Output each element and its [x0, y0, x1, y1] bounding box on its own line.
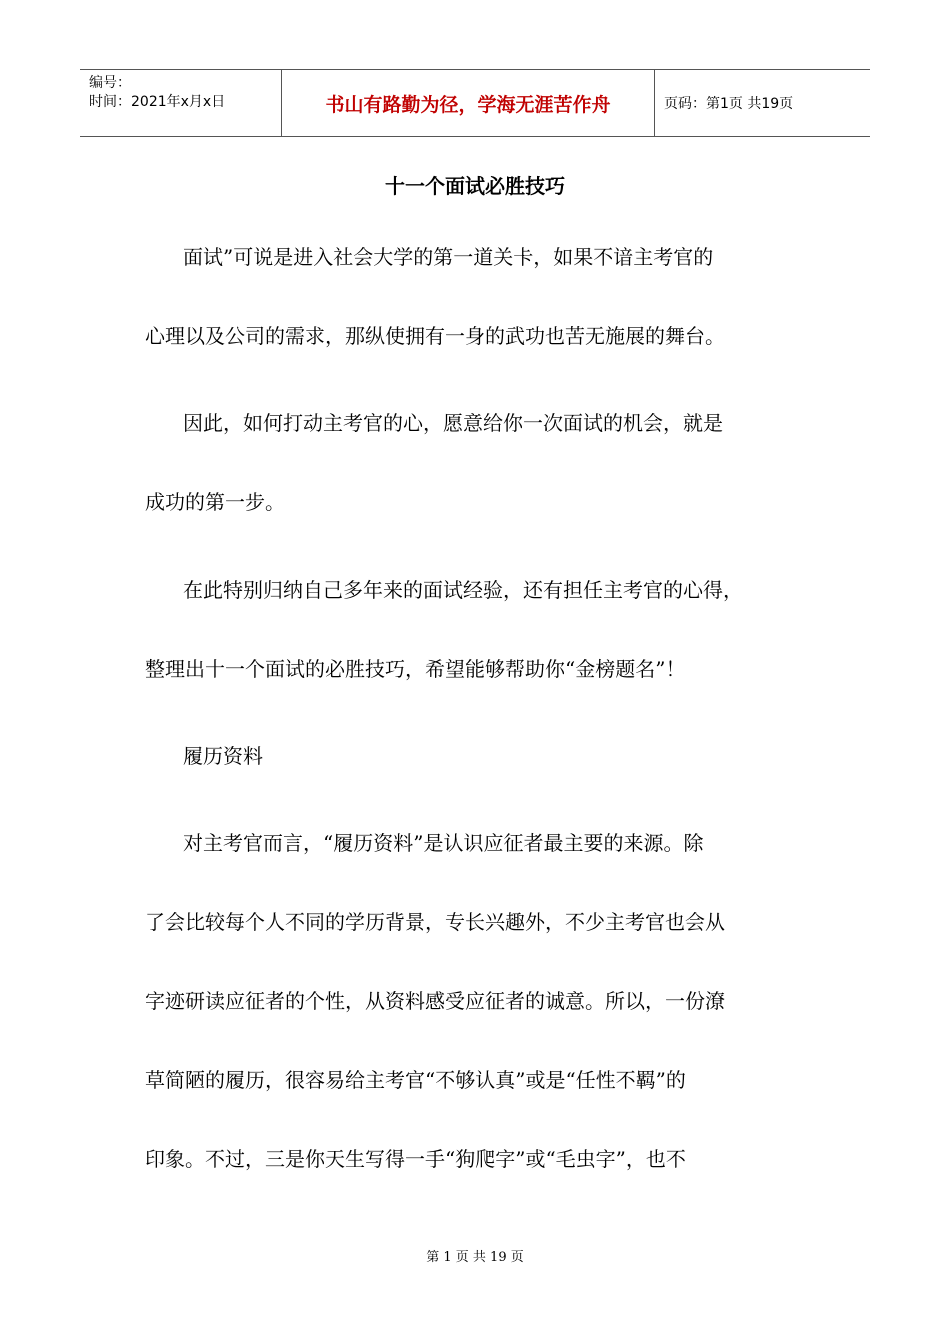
- header-page-info: 页码：第1页 共19页: [664, 96, 794, 112]
- body-line: 印象。不过，三是你天生写得一手“狗爬字”或“毛虫字”，也不: [145, 1147, 686, 1171]
- body-line: 整理出十一个面试的必胜技巧，希望能够帮助你“金榜题名”！: [145, 657, 686, 681]
- header-divider: [654, 70, 655, 136]
- header-time-label: 时间：2021年x月x日: [89, 94, 226, 110]
- document-title: 十一个面试必胜技巧: [385, 174, 565, 198]
- body-line: 因此，如何打动主考官的心，愿意给你一次面试的机会，就是: [183, 411, 723, 435]
- body-line: 了会比较每个人不同的学历背景，专长兴趣外，不少主考官也会从: [145, 910, 725, 934]
- header-number-label: 编号：: [89, 75, 131, 91]
- header-meta: [89, 74, 279, 112]
- body-line: 在此特别归纳自己多年来的面试经验，还有担任主考官的心得，: [183, 578, 743, 602]
- body-line: 面试”可说是进入社会大学的第一道关卡，如果不谙主考官的: [183, 245, 714, 269]
- header-motto: 书山有路勤为径，学海无涯苦作舟: [325, 93, 611, 116]
- body-line: 草简陋的履历，很容易给主考官“不够认真”或是“任性不羁”的: [145, 1068, 686, 1092]
- section-heading: 履历资料: [183, 744, 263, 768]
- body-line: 字迹研读应征者的个性，从资料感受应征者的诚意。所以，一份潦: [145, 989, 725, 1013]
- body-line: 对主考官而言，“履历资料”是认识应征者最主要的来源。除: [183, 831, 704, 855]
- body-line: 成功的第一步。: [145, 490, 285, 514]
- page-header: [80, 69, 870, 137]
- body-line: 心理以及公司的需求，那纵使拥有一身的武功也苦无施展的舞台。: [145, 324, 725, 348]
- page-footer: 第 1 页 共 19 页: [426, 1250, 524, 1265]
